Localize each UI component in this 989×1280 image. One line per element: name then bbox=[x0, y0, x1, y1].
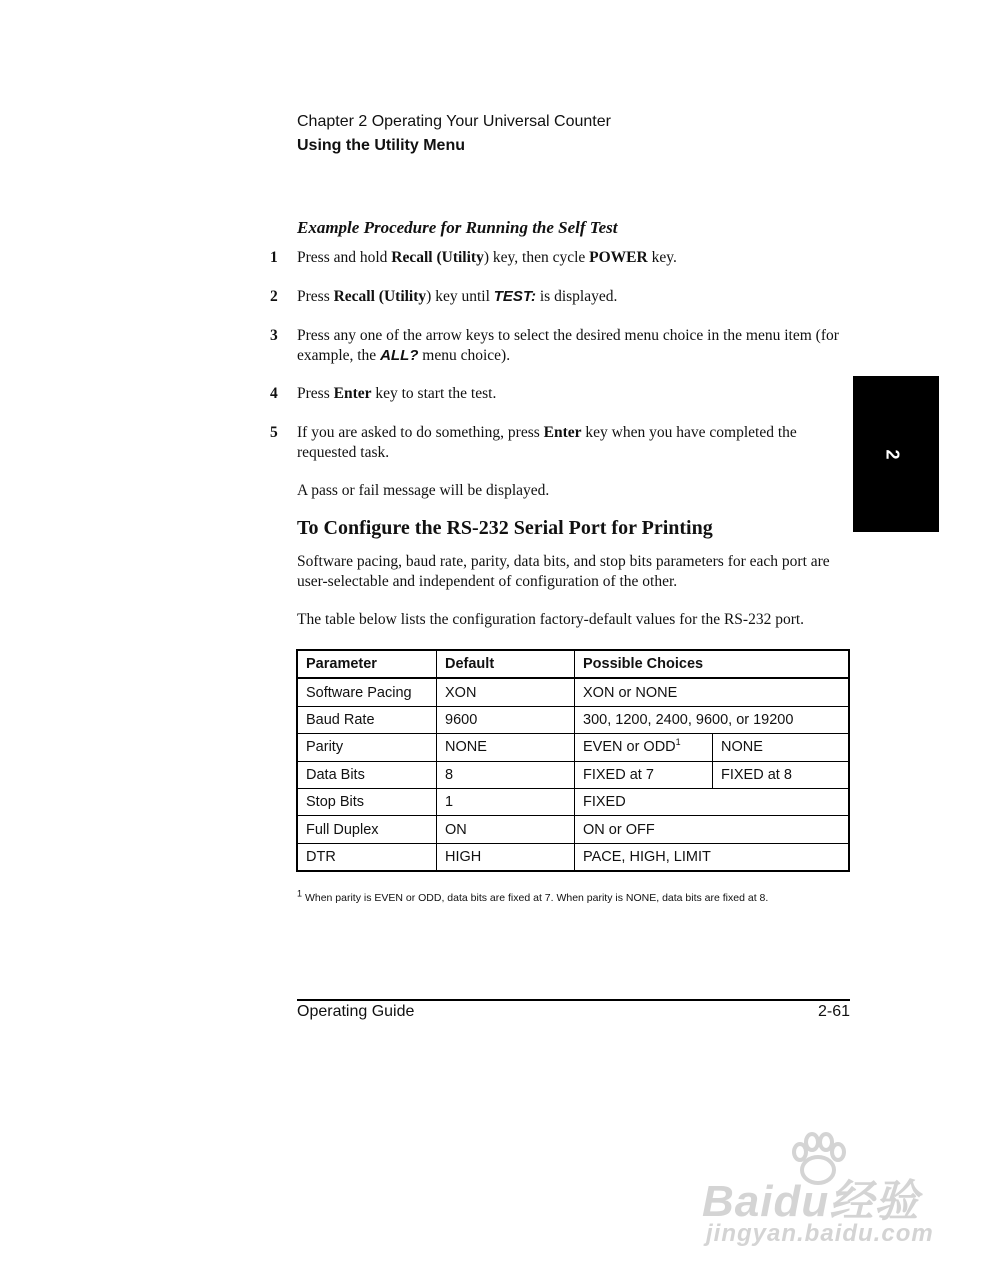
default-cell: HIGH bbox=[437, 843, 575, 871]
default-cell: 1 bbox=[437, 788, 575, 815]
column-header: Possible Choices bbox=[575, 650, 850, 678]
display-text: ALL? bbox=[380, 346, 419, 364]
default-cell: ON bbox=[437, 816, 575, 843]
step-text bbox=[297, 384, 850, 404]
choices-cell bbox=[575, 734, 713, 761]
choices-cell bbox=[575, 761, 713, 788]
display-text: TEST: bbox=[493, 288, 536, 305]
step-text bbox=[297, 248, 850, 268]
key-name: Enter bbox=[543, 424, 582, 441]
default-cell: XON bbox=[437, 678, 575, 706]
table-row bbox=[297, 816, 849, 843]
default-cell: NONE bbox=[437, 734, 575, 761]
page-number: 2-61 bbox=[817, 1003, 850, 1020]
step-text-run: key. bbox=[647, 249, 677, 266]
choices-cell: FIXED bbox=[575, 788, 850, 815]
chapter-tab bbox=[853, 376, 939, 532]
chapter-tab-number: 2 bbox=[882, 449, 903, 460]
footnote-text: When parity is EVEN or ODD, data bits are fixed at 7. When parity is NONE, data bits are fixed at 8. bbox=[304, 892, 769, 904]
choices-cell: PACE, HIGH, LIMIT bbox=[575, 843, 850, 871]
step-number: 3 bbox=[270, 327, 278, 344]
parameter-cell: Baud Rate bbox=[297, 706, 437, 733]
step-text-run: ) bbox=[426, 288, 432, 305]
step-number: 1 bbox=[270, 249, 278, 266]
choices-cell: ON or OFF bbox=[575, 816, 850, 843]
step-text-run: key until bbox=[431, 288, 494, 305]
step-text-run: key when you have completed the requested task. bbox=[297, 424, 797, 461]
step-text-run: Press bbox=[297, 288, 334, 305]
footnote-mark: 1 bbox=[297, 888, 303, 899]
choices-cell: FIXED at 8 bbox=[713, 761, 850, 788]
default-cell: 8 bbox=[437, 761, 575, 788]
choice-text: EVEN or ODD bbox=[583, 739, 676, 756]
step-text-run: menu choice). bbox=[418, 346, 511, 364]
step-text bbox=[297, 423, 850, 462]
table-row bbox=[297, 734, 849, 761]
parameter-cell: Data Bits bbox=[297, 761, 437, 788]
choices-cell: 300, 1200, 2400, 9600, or 19200 bbox=[575, 706, 850, 733]
step-text bbox=[297, 326, 850, 365]
table-header-row bbox=[297, 650, 849, 678]
column-header: Default bbox=[437, 650, 575, 678]
footnote bbox=[297, 888, 769, 904]
step-text-run: ) bbox=[483, 249, 490, 266]
key-name: Recall (Utility bbox=[391, 249, 484, 266]
config-table bbox=[296, 649, 850, 872]
parameter-cell: Stop Bits bbox=[297, 788, 437, 815]
footer-rule bbox=[297, 999, 850, 1001]
choices-cell: NONE bbox=[713, 734, 850, 761]
choices-cell: XON or NONE bbox=[575, 678, 850, 706]
table-row bbox=[297, 761, 849, 788]
step-text-run: Press any one of the arrow keys to select the desired menu choice in the menu item (for example, the bbox=[297, 327, 839, 364]
default-cell: 9600 bbox=[437, 706, 575, 733]
table-row bbox=[297, 788, 849, 815]
step-text-run: Press and hold bbox=[297, 249, 392, 266]
procedure-title: Example Procedure for Running the Self Test bbox=[297, 218, 618, 237]
config-heading: To Configure the RS-232 Serial Port for Printing bbox=[297, 517, 713, 539]
step-5 bbox=[270, 423, 850, 462]
step-text-run: Press bbox=[297, 385, 334, 402]
chapter-header: Chapter 2 Operating Your Universal Counter bbox=[297, 113, 611, 130]
parameter-cell: Full Duplex bbox=[297, 816, 437, 843]
key-name: POWER bbox=[589, 249, 648, 266]
table-row bbox=[297, 678, 849, 706]
step-text-run: If you are asked to do something, press bbox=[297, 424, 544, 441]
step-number: 5 bbox=[270, 424, 278, 441]
step-1 bbox=[270, 248, 850, 268]
watermark-url: jingyan.baidu.com bbox=[706, 1220, 934, 1247]
key-name: Enter bbox=[333, 385, 372, 402]
step-number: 4 bbox=[270, 385, 278, 402]
step-text-run: key to start the test. bbox=[371, 385, 497, 402]
result-text: A pass or fail message will be displayed. bbox=[297, 482, 550, 499]
footer-title: Operating Guide bbox=[297, 1003, 415, 1020]
table-row bbox=[297, 843, 849, 871]
config-intro: Software pacing, baud rate, parity, data bits, and stop bits parameters for each port are user-selectable and independent of configuration of the other. bbox=[297, 553, 830, 590]
watermark bbox=[700, 1130, 940, 1250]
step-text-run: key, then cycle bbox=[489, 249, 590, 266]
column-header: Parameter bbox=[297, 650, 437, 678]
step-text bbox=[297, 287, 850, 307]
parameter-cell: Parity bbox=[297, 734, 437, 761]
choice-text: FIXED at 7 bbox=[583, 766, 654, 783]
parameter-cell: DTR bbox=[297, 843, 437, 871]
section-header: Using the Utility Menu bbox=[297, 137, 465, 154]
table-row bbox=[297, 706, 849, 733]
step-3 bbox=[270, 326, 850, 365]
step-4 bbox=[270, 384, 850, 404]
key-name: Recall (Utility bbox=[333, 288, 427, 305]
watermark-logo-text: Baidu经验 bbox=[702, 1177, 920, 1226]
parameter-cell: Software Pacing bbox=[297, 678, 437, 706]
step-2 bbox=[270, 287, 850, 307]
step-number: 2 bbox=[270, 288, 278, 305]
table-intro: The table below lists the configuration factory-default values for the RS-232 port. bbox=[297, 611, 805, 628]
step-text-run: is displayed. bbox=[535, 288, 618, 305]
footnote-ref: 1 bbox=[675, 737, 681, 748]
